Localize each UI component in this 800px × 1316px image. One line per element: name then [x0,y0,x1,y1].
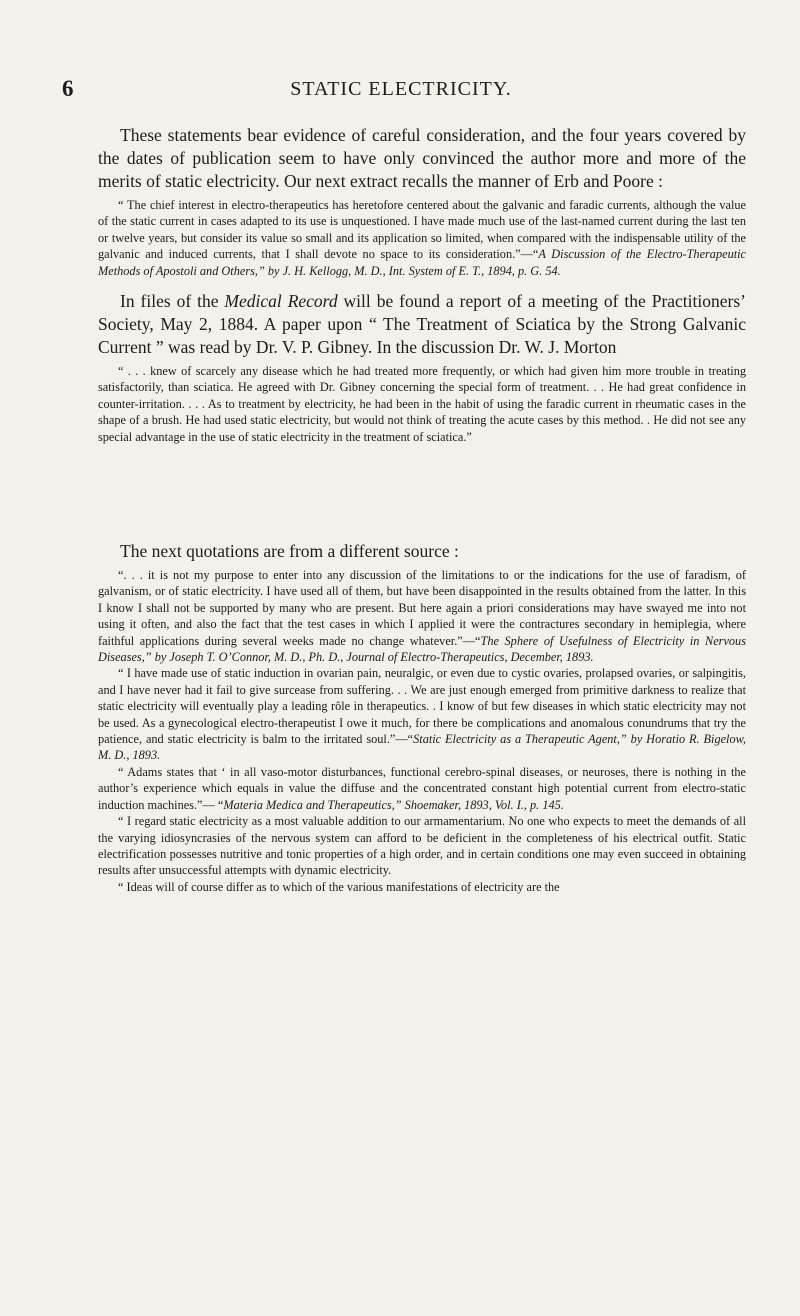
kellogg-quote [98,197,746,279]
intro-paragraph: These statements bear evidence of careful consideration, and the four years covered by the dates of publication seem to have only convinced the author more and more of the merits of static electricity. Our next extract recalls the manner of Erb and Poore : [98,125,746,191]
kellogg-citation: A Discussion of the Electro-Therapeutic Methods of Apostoli and Others,” by J. H. Kellogg, M. D., Int. System of E. T., 1894, p. G. 54. [98,247,747,278]
morton-quote: “ . . . knew of scarcely any disease which he had treated more frequently, or which had given him more trouble in treating satisfactorily, than sciatica. He agreed with Dr. Gibney concerning the special form of treatment. . . He had great confidence in counter-irritation. . . . As to treatment by electricity, he had been in the habit of using the faradic current in rheumatic cases in the shape of a brush. He had used static electricity, but would not think of treating the acute cases by this method. . He did not see any special advantage in the use of static electricity in the treatment of sciatica.” [98,364,746,444]
oconnor-quote [98,567,746,665]
bigelow-quote-text: “ I have made use of static induction in ovarian pain, neuralgic, or even due to cystic ovaries, prolapsed ovaries, or salpingitis, and I have never had it fail to give surcease from suffering. . . We are just enough emerged from primitive darkness to realize that static electricity will eventually play a leading rôle in therapeutics. . I know of but few diseases in which static electricity may not be used. As a gynecological electro-therapeutist I owe it much, for there be complications and anomalous conundrums that try the patience, and static electricity is balm to the irritated soul.”—“ [98,666,746,747]
armamentarium-quote: “ I regard static electricity as a most valuable addition to our armamentarium. No one who expects to meet the demands of all the varying idiosyncrasies of the nervous system can afford to be deficient in the completeness of his electrical outfit. Static electrification possesses nutritive and tonic properties of a high order, and in certain conditions one may even succeed in obtaining results after unsuccessful attempts with dynamic electricity. [98,814,746,878]
medical-record-paragraph [98,290,746,359]
page-header [62,76,740,104]
shoemaker-citation: Materia Medica and Therapeutics,” Shoemaker, 1893, Vol. I., p. 145. [223,797,564,812]
oconnor-citation: The Sphere of Usefulness of Electricity in Nervous Diseases,” by Joseph T. O’Connor, M. D., Ph. D., Journal of Electro-Therapeutics, December, 1893. [98,633,746,665]
journal-title: Medical Record [224,291,338,311]
adams-quote-text: “ Adams states that ‘ in all vaso-motor disturbances, functional cerebro-spinal diseases, or neuroses, there is nothing in the author’s experience which equals in value the diffuse and the concentrated constant high potential current from electro-static induction machines.”— “ [98,764,746,812]
adams-quote [98,764,746,813]
medical-record-section [98,290,746,445]
intro-section [98,124,746,279]
medical-record-text-start: In files of the [120,291,225,311]
bigelow-quote [98,665,746,763]
running-head: STATIC ELECTRICITY. [290,78,512,100]
kellogg-quote-text: “ The chief interest in electro-therapeutics has heretofore centered about the galvanic and faradic currents, although the value of the static current in cases adapted to its use is unquestioned. I have made much use of the last-named current during the last ten or twelve years, but consider its value so small and its application so limited, when compared with the indispensable utility of the galvanic and induced currents, that I shall devote no space to its consideration.”—“ [98,198,746,262]
oconnor-quote-text: “. . . it is not my purpose to enter into any discussion of the limitations to or the indications for the use of faradism, of galvanism, or of static electricity. I have used all of them, but have been disappointed in the results obtained from the latter. In this I know I shall not be supported by many who are present. But here again a priori considerations may have swayed me into not using it often, and also the fact that the test cases in which I applied it were the contractures secondary in hemiplegia, where faithful applications during several weeks made no change whatever.”—“ [98,568,746,648]
page-number: 6 [62,76,74,101]
bigelow-citation: Static Electricity as a Therapeutic Agent,” by Horatio R. Bigelow, M. D., 1893. [98,732,746,763]
quotations-section [98,540,746,895]
transition-paragraph: The next quotations are from a different source : [120,541,459,561]
medical-record-text-end: will be found a report of a meeting of the Practitioners’ Society, May 2, 1884. A paper upon “ The Treatment of Sciatica by the Strong Galvanic Current ” was read by Dr. V. P. Gibney. In the discussion Dr. W. J. Morton [98,291,746,357]
ideas-quote: “ Ideas will of course differ as to which of the various manifestations of electricity are the [118,879,560,894]
